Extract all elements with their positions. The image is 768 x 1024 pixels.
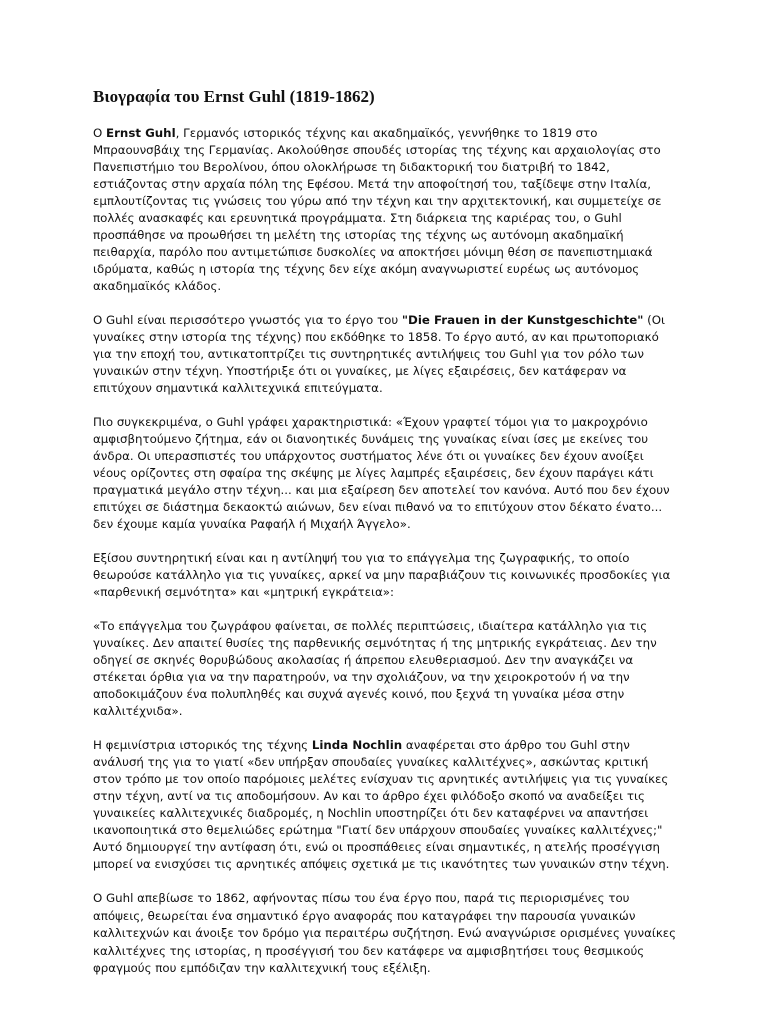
text-run: , Γερμανός ιστορικός τέχνης και ακαδημαϊκός, γεννήθηκε το 1819 στο Μπραουνσβάιχ της Γερμανίας. Ακολούθησε σπουδές ιστορίας της τέχνης και αρχαιολογίας στο Πανεπιστήμιο του Βερολίνου, όπου ολοκλήρωσε τη διδακτορική του διατριβή το 1842, εστιάζοντας στην αρχαία πόλη της Εφέσου. Μετά την αποφοίτησή του, ταξίδεψε στην Ιταλία, εμπλουτίζοντας τις γνώσεις του γύρω από την τέχνη και την αρχιτεκτονική, και συμμετείχε σε πολλές ανασκαφές και ερευνητικά προγράμματα. Στη διάρκεια της καριέρας του, ο Guhl προσπάθησε να προωθήσει τη μελέτη της ιστορίας της τέχνης ως αυτόνομη ακαδημαϊκή πειθαρχία, παρόλο που αντιμετώπισε δυσκολίες να αποκτήσει μόνιμη θέση σε πανεπιστημιακά ιδρύματα, καθώς η ιστορία της τέχνης δεν είχε ακόμη αναγνωριστεί ευρέως ως αυτόνομος ακαδημαϊκός κλάδος. bbox=[93, 126, 662, 293]
bold-work-title: "Die Frauen in der Kunstgeschichte" bbox=[401, 313, 644, 327]
document-title: Βιογραφία του Ernst Guhl (1819-1862) bbox=[93, 87, 375, 106]
paragraph-painter-quote: «Το επάγγελμα του ζωγράφου φαίνεται, σε πολλές περιπτώσεις, ιδιαίτερα κατάλληλο για τις γυναίκες. Δεν απαιτεί θυσίες της παρθενικής σεμνότητας ή της μητρικής εγκράτειας. Δεν την οδηγεί σε σκηνές θορυβώδους ακολασίας ή άπρεπου ελευθεριασμού. Δεν την αναγκάζει να στέκεται όρθια για να την παρατηρούν, να την σχολιάζουν, να την χειροκροτούν ή να την αποδοκιμάζουν ένα πολυπληθές και συχνά αγενές κοινό, που ξεχνά τη γυναίκα μέσα στην καλλιτέχνιδα». bbox=[93, 619, 657, 718]
paragraph-biography-intro bbox=[93, 125, 679, 295]
text-run: Η φεμινίστρια ιστορικός της τέχνης bbox=[93, 738, 312, 752]
paragraph-death-legacy: Ο Guhl απεβίωσε το 1862, αφήνοντας πίσω του ένα έργο που, παρά τις περιορισμένες του απόψεις, θεωρείται ένα σημαντικό έργο αναφοράς που καταγράφει την παρουσία γυναικών καλλιτεχνών και άνοιξε τον δρόμο για περαιτέρω συζήτηση. Ενώ αναγνώρισε ορισμένες γυναίκες καλλιτέχνες της ιστορίας, η προσέγγισή του δεν κατάφερε να αμφισβητήσει τους θεσμικούς φραγμούς που εμπόδιζαν την καλλιτεχνική τους εξέλιξη. bbox=[93, 891, 677, 975]
document-page bbox=[93, 86, 679, 995]
bold-name-ernst-guhl: Ernst Guhl bbox=[106, 126, 176, 140]
text-run: Ο Guhl είναι περισσότερο γνωστός για το έργο του bbox=[93, 313, 402, 327]
text-run: αναφέρεται στο άρθρο του Guhl στην ανάλυσή της για το γιατί «δεν υπήρξαν σπουδαίες γυναίκες καλλιτέχνες», ασκώντας κριτική στον τρόπο με τον οποίο παρόμοιες μελέτες ενίσχυαν τις αρνητικές αντιλήψεις για τις γυναίκες στην τέχνη, αντί να τις αποδομήσουν. Αν και το άρθρο έχει φιλόδοξο σκοπό να αναδείξει τις γυναικείες καλλιτεχνικές διαδρομές, η Nochlin υποστηρίζει ότι δεν καταφέρνει να απαντήσει ικανοποιητικά στο θεμελιώδες ερώτημα "Γιατί δεν υπάρχουν σπουδαίες γυναίκες καλλιτέχνες;" Αυτό δημιουργεί την αντίφαση ότι, ενώ οι προσπάθειες είναι σημαντικές, η ατελής προσέγγιση μπορεί να ενισχύσει τις αρνητικές απόψεις σχετικά με τις ικανότητες των γυναικών στην τέχνη. bbox=[93, 738, 670, 871]
bold-name-linda-nochlin: Linda Nochlin bbox=[311, 738, 403, 752]
paragraph-known-work bbox=[93, 312, 679, 397]
paragraph-guhl-quote: Πιο συγκεκριμένα, ο Guhl γράφει χαρακτηριστικά: «Έχουν γραφτεί τόμοι για το μακροχρόνιο αμφισβητούμενο ζήτημα, εάν οι διανοητικές δυνάμεις της γυναίκας είναι ίσες με εκείνες του άνδρα. Οι υπερασπιστές του υπάρχοντος συστήματος λένε ότι οι γυναίκες δεν έχουν ανοίξει νέους ορίζοντες στη σφαίρα της σκέψης με λίγες λαμπρές εξαιρέσεις, δεν έχουν παράγει κάτι πραγματικά μεγάλο στην τέχνη... και μια εξαίρεση δεν αποτελεί τον κανόνα. Αυτό που δεν έχουν επιτύχει σε διάστημα δεκαοκτώ αιώνων, δεν είναι πιθανό να το επιτύχουν στον δέκατο ένατο... δεν έχουμε καμία γυναίκα Ραφαήλ ή Μιχαήλ Άγγελο». bbox=[93, 415, 670, 531]
paragraph-painting-profession: Εξίσου συντηρητική είναι και η αντίληψή του για το επάγγελμα της ζωγραφικής, το οποίο θεωρούσε κατάλληλο για τις γυναίκες, αρκεί να μην παραβιάζουν τις κοινωνικές προσδοκίες για «παρθενική σεμνότητα» και «μητρική εγκράτεια»: bbox=[93, 551, 671, 599]
text-run: (Οι γυναίκες στην ιστορία της τέχνης) που εκδόθηκε το 1858. Το έργο αυτό, αν και πρωτοποριακό για την εποχή του, αντικατοπτρίζει τις συντηρητικές αντιλήψεις του Guhl για τον ρόλο των γυναικών στην τέχνη. Υποστήριξε ότι οι γυναίκες, με λίγες εξαιρέσεις, δεν κατάφεραν να επιτύχουν σημαντικά καλλιτεχνικά επιτεύγματα. bbox=[93, 313, 666, 395]
paragraph-nochlin bbox=[93, 737, 679, 873]
text-run: Ο bbox=[93, 126, 107, 140]
